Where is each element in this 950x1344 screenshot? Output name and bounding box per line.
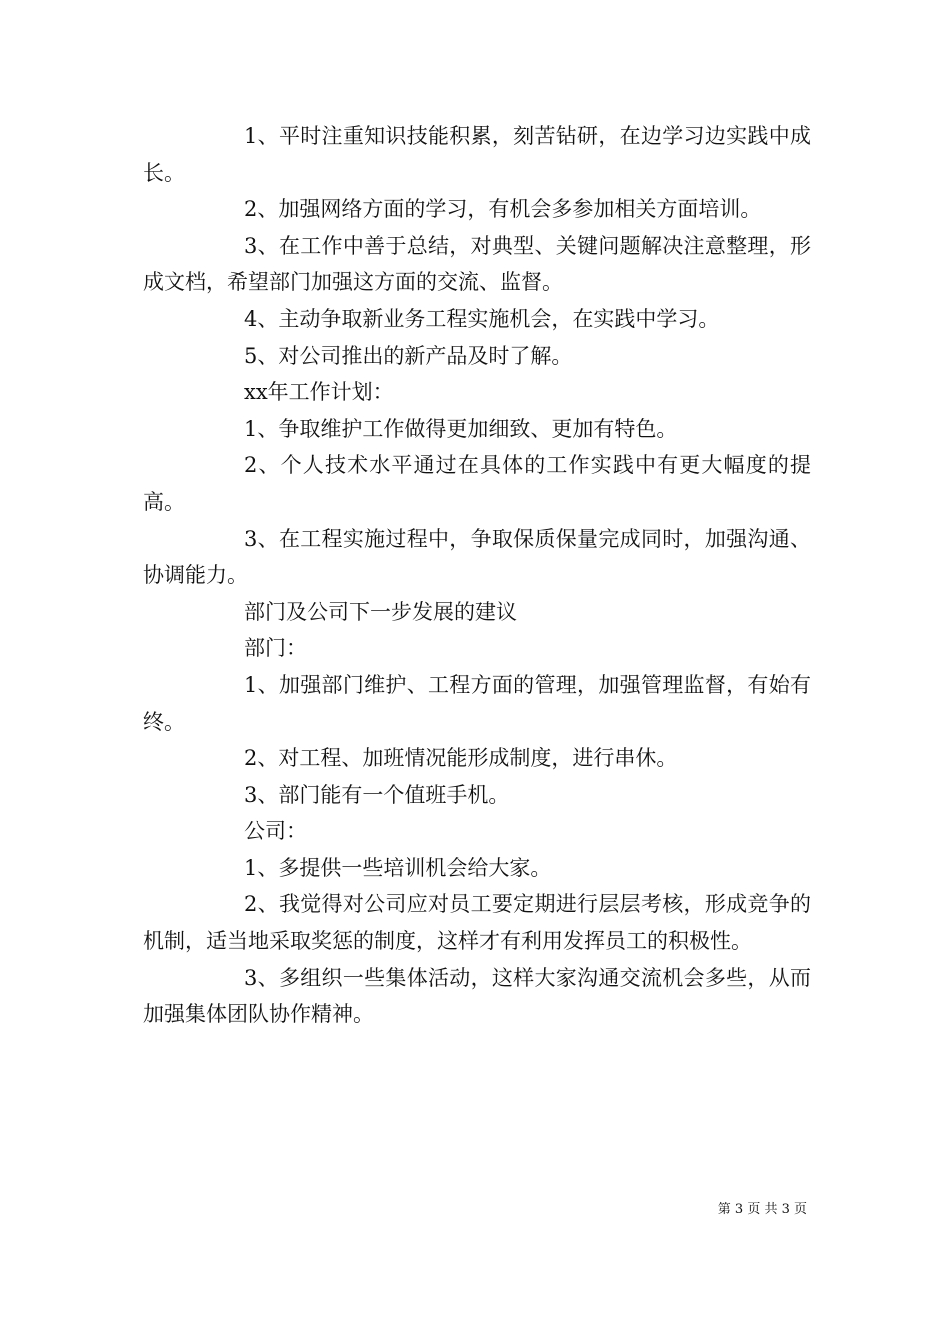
paragraph: 3、部门能有一个值班手机。 xyxy=(244,782,510,807)
paragraph: 1、争取维护工作做得更加细致、更加有特色。 xyxy=(244,416,678,441)
paragraph: 2、个人技术水平通过在具体的工作实践中有更大幅度的提高。 xyxy=(143,453,811,514)
paragraph: 3、在工程实施过程中，争取保质保量完成同时，加强沟通、协调能力。 xyxy=(143,526,811,588)
paragraph: 2、我觉得对公司应对员工要定期进行层层考核，形成竞争的机制，适当地采取奖惩的制度，这样才有利用发挥员工的积极性。 xyxy=(143,892,811,954)
section-heading-plan: xx年工作计划： xyxy=(244,380,394,405)
subheading-company: 公司： xyxy=(244,819,307,844)
section-heading-suggestions: 部门及公司下一步发展的建议 xyxy=(244,599,517,624)
paragraph: 3、多组织一些集体活动，这样大家沟通交流机会多些，从而加强集体团队协作精神。 xyxy=(143,965,811,1027)
paragraph: 1、多提供一些培训机会给大家。 xyxy=(244,855,552,880)
paragraph: 4、主动争取新业务工程实施机会，在实践中学习。 xyxy=(244,306,720,331)
paragraph: 1、平时注重知识技能积累，刻苦钻研，在边学习边实践中成长。 xyxy=(143,124,811,185)
page-number: 第 3 页 共 3 页 xyxy=(717,1202,807,1217)
paragraph: 5、对公司推出的新产品及时了解。 xyxy=(244,343,573,368)
paragraph: 2、加强网络方面的学习，有机会多参加相关方面培训。 xyxy=(244,197,762,222)
document-body xyxy=(143,118,811,1033)
paragraph: 1、加强部门维护、工程方面的管理，加强管理监督，有始有终。 xyxy=(143,672,811,734)
paragraph: 3、在工作中善于总结，对典型、关键问题解决注意整理，形成文档，希望部门加强这方面的交流、监督。 xyxy=(143,233,811,295)
subheading-department: 部门： xyxy=(244,636,307,661)
paragraph: 2、对工程、加班情况能形成制度，进行串休。 xyxy=(244,746,678,771)
